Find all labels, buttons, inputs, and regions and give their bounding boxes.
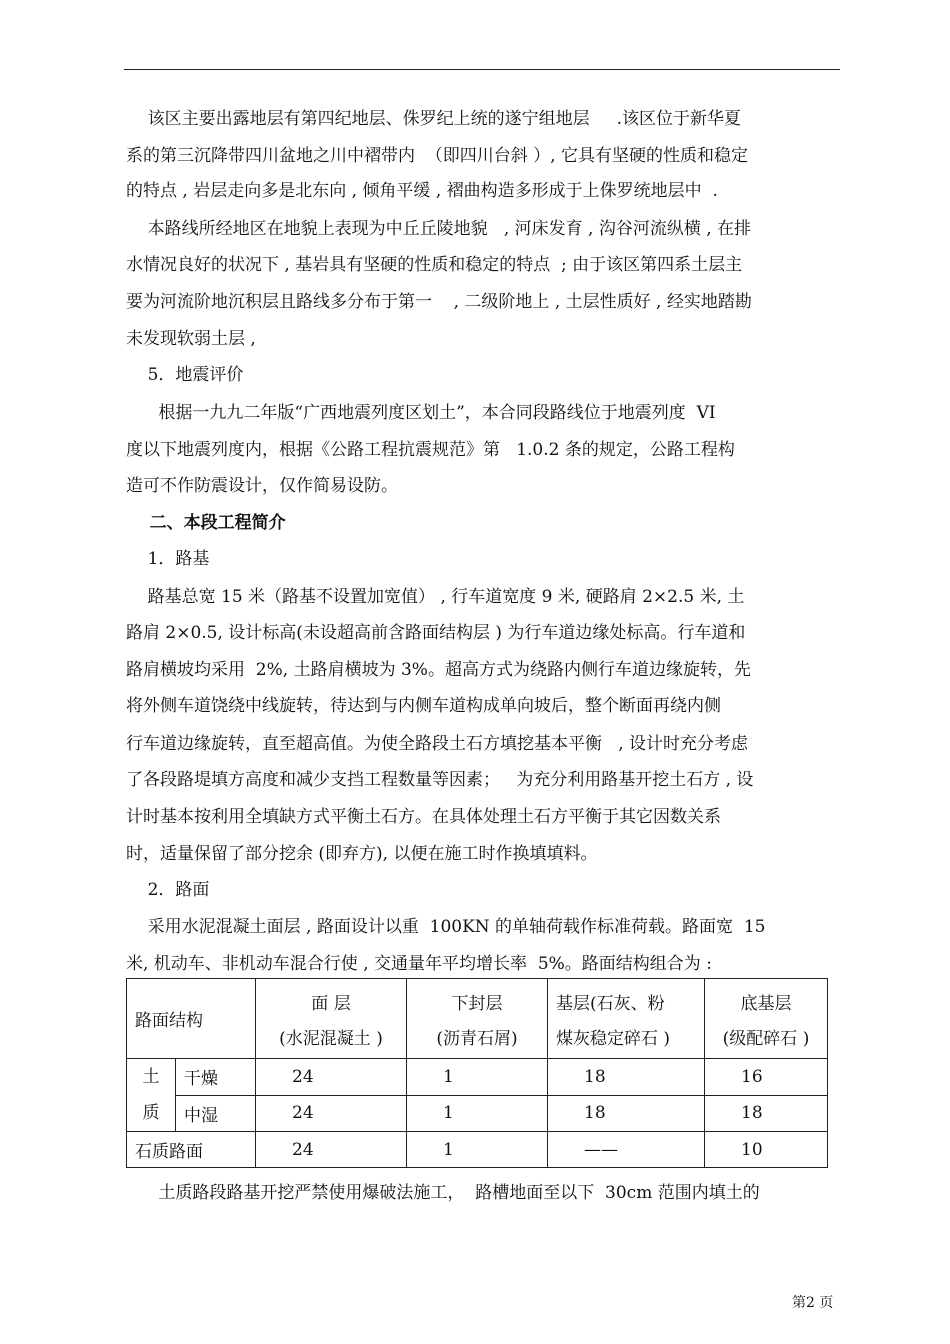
paragraph-line: 将外侧车道饶绕中线旋转，待达到与内侧车道构成单向坡后，整个断面再绕内侧 <box>126 696 721 716</box>
paragraph-line: 系的第三沉降带四川盆地之川中褶带内 （即四川台斜 ）, 它具有坚硬的性质和稳定 <box>126 146 749 166</box>
table-row <box>127 1095 828 1132</box>
pavement-structure-table <box>126 978 828 1168</box>
table-cell: 10 <box>705 1132 828 1168</box>
header-label: 基层(石灰、粉 <box>556 993 665 1014</box>
section-heading: 2．路面 <box>126 880 210 900</box>
paragraph-line: 度以下地震列度内，根据《公路工程抗震规范》第 1.0.2 条的规定，公路工程构 <box>126 440 735 460</box>
table-cell: 16 <box>705 1059 828 1096</box>
table-cell: 24 <box>256 1059 407 1096</box>
paragraph-line: 了各段路堤填方高度和减少支挡工程数量等因素； 为充分利用路基开挖土石方 , 设 <box>126 770 754 790</box>
paragraph-line: 土质路段路基开挖严禁使用爆破法施工， 路槽地面至以下 30cm 范围内填土的 <box>126 1183 760 1203</box>
paragraph-line: 采用水泥混凝土面层 , 路面设计以重 100KN 的单轴荷载作标准荷载。路面宽 15 <box>126 917 766 937</box>
table-cell: 18 <box>548 1059 705 1096</box>
paragraph-line: 要为河流阶地沉积层且路线多分布于第一 , 二级阶地上 , 土层性质好 , 经实地踏勘 <box>126 292 752 312</box>
section-heading: 二、本段工程简介 <box>126 513 286 533</box>
table-header-row <box>127 979 828 1059</box>
soil-label-char: 土 <box>142 1067 160 1087</box>
table-cell: —— <box>548 1132 705 1168</box>
table-header-cell <box>705 979 828 1059</box>
table-cell: 1 <box>407 1095 548 1132</box>
header-sublabel: (级配碎石 ) <box>722 1028 810 1049</box>
section-heading: 5．地震评价 <box>126 365 244 385</box>
table-row <box>127 1132 828 1168</box>
table-cell: 干燥 <box>176 1059 256 1096</box>
table-cell: 18 <box>548 1095 705 1132</box>
header-label: 下封层 <box>451 993 503 1014</box>
paragraph-line: 路基总宽 15 米（路基不设置加宽值） , 行车道宽度 9 米, 硬路肩 2×2.5 米, 土 <box>126 587 745 607</box>
header-sublabel: 煤灰稳定碎石 ) <box>556 1028 671 1049</box>
table-cell: 1 <box>407 1132 548 1168</box>
paragraph-line: 计时基本按利用全填缺方式平衡土石方。在具体处理土石方平衡于其它因数关系 <box>126 807 721 827</box>
header-sublabel: (沥青石屑) <box>436 1028 518 1049</box>
header-label: 面 层 <box>311 993 351 1014</box>
table-cell: 1 <box>407 1059 548 1096</box>
paragraph-line: 水情况良好的状况下 , 基岩具有坚硬的性质和稳定的特点 ; 由于该区第四系土层主 <box>126 255 743 275</box>
section-heading: 1．路基 <box>126 549 210 569</box>
header-rule <box>124 69 840 70</box>
table-cell: 中湿 <box>176 1095 256 1132</box>
table-header-cell <box>256 979 407 1059</box>
paragraph-line: 时，适量保留了部分挖余 (即弃方), 以便在施工时作换填填料。 <box>126 844 598 864</box>
table-header-cell: 路面结构 <box>127 979 256 1059</box>
paragraph-line: 米, 机动车、非机动车混合行使 , 交通量年平均增长率 5%。路面结构组合为 : <box>126 954 712 974</box>
paragraph-line: 造可不作防震设计，仅作简易设防。 <box>126 476 398 496</box>
paragraph-line: 路肩 2×0.5, 设计标高(未设超高前含路面结构层 ) 为行车道边缘处标高。行车道和 <box>126 623 746 643</box>
table-cell: 18 <box>705 1095 828 1132</box>
header-sublabel: (水泥混凝土 ) <box>279 1028 383 1049</box>
header-label: 底基层 <box>740 993 792 1014</box>
soil-label-char: 质 <box>142 1103 160 1123</box>
paragraph-line: 根据一九九二年版“广西地震列度区划土”，本合同段路线位于地震列度 VI <box>126 403 716 423</box>
paragraph-line: 行车道边缘旋转，直至超高值。为使全路段土石方填挖基本平衡 , 设计时充分考虑 <box>126 734 749 754</box>
table-row <box>127 1059 828 1096</box>
table-cell: 24 <box>256 1132 407 1168</box>
paragraph-line: 路肩横坡均采用 2%, 土路肩横坡为 3%。超高方式为绕路内侧行车道边缘旋转，先 <box>126 660 751 680</box>
paragraph-line: 未发现软弱土层 , <box>126 329 256 349</box>
page-number: 第2 页 <box>792 1295 834 1311</box>
table-header-cell <box>548 979 705 1059</box>
table-cell: 石质路面 <box>127 1132 256 1168</box>
paragraph-line: 该区主要出露地层有第四纪地层、侏罗纪上统的遂宁组地层 .该区位于新华夏 <box>126 109 742 129</box>
paragraph-line: 本路线所经地区在地貌上表现为中丘丘陵地貌 , 河床发育 , 沟谷河流纵横 , 在排 <box>126 219 752 239</box>
paragraph-line: 的特点 , 岩层走向多是北东向 , 倾角平缓 , 褶曲构造多形成于上侏罗统地层中 . <box>126 181 718 201</box>
table-header-cell <box>407 979 548 1059</box>
soil-group-label <box>127 1059 176 1132</box>
table-cell: 24 <box>256 1095 407 1132</box>
